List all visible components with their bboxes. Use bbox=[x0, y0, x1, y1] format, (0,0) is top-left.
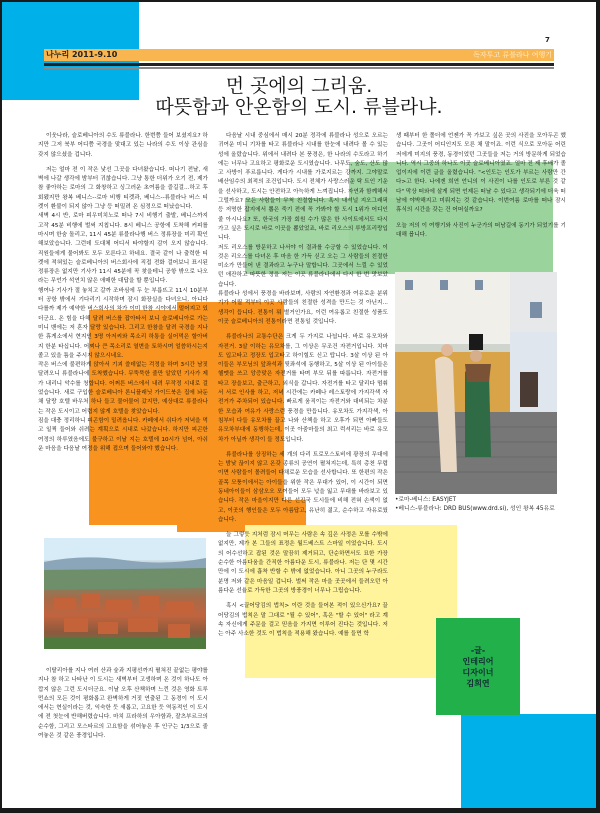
author-role-line-1: 인테리어 bbox=[462, 656, 494, 666]
city-photo-illustration bbox=[44, 538, 206, 649]
title-line-1: 먼 곳에의 그리움. bbox=[225, 75, 373, 97]
title-line-2: 따뜻함과 안온함의 도시. 류블라냐. bbox=[155, 96, 443, 118]
caption-line: •로마-베니스: EASYJET bbox=[395, 497, 457, 503]
paragraph: 혹시 <끌어당김의 법칙> 이란 것을 들어본 적이 있으신가요? 끌어당김의 법칙은 말 그대로 "될 수 있어", 혹은 "할 수 있어" 라고 계속 자신에게 주문을 걸고 믿음을 가지면 이루어 진다는 것입니다. 저는 아주 사소한 것도 이 법칙을 적용해 왔습니다. 예를 들면 학 bbox=[218, 603, 388, 638]
paragraph: 행여나 기사가 절 놓치고 갈까 조바심에 두 눈 부릅뜨고 11시 10분부터 공항 밖에서 기다리기 시작하며 잠시 화장실을 다녀오니, 아니다 다를까 제가 예약한 버스회사의 차가 이미 한참 시야에서 멀어지고 있더군요. 온 힘을 다해 달려 버스를 잡아타서 보니 슬로베니아로 가는 미니 밴에는 저 혼자 달랑 있습니다. 그리고 한참을 달려 국경을 지나 한 휴게소에서 현지인 3명 아저씨와 목소리 하통을 실어먹은 할아버지 한분 타십니다. 어찌나 큰 목소리로 열변을 토하시며 얼씀하시는지 졸고 있을 틈을 주시지 않으시네요. bbox=[38, 287, 208, 359]
article-column-3 bbox=[396, 132, 566, 246]
paragraph: 생 때부터 한 폴더에 언젠가 꼭 가보고 싶은 곳의 사진을 모아두곤 했습니다. 그곳이 어디인지도 모른 채 말이죠. 이런 식으로 모아둔 어린 저에게 미지의 풍경, 동경이었던 그곳들을 저는 거의 방문하게 되었습니다. 역시 그중의 하나도 이곳 슬로베니아였죠. 얼마 전 제 후배가 졸업이지에 이런 글을 올렸습니다. "<인도는 인도가 부르는 사람만 간다>고 한다. 나에겐 희연 언니의 이 사진이 나를 인도로 부른 것 같다" 막상 떠와에 살게 되면 언제든 떠날 수 있다고 생각되기에 더욱 떠남에 야박해지고 미뤄지는 것 같습니다. 이번여름 로마를 떠나 잠시 휴식의 시간을 갖는 건 어떠실까요? bbox=[396, 133, 566, 214]
paragraph: 늘 그렇듯 지처럼 잠시 머무는 사람은 속 깊은 사정은 모를 수밖에 없지만, 제가 본 그들의 표정은 월드베스트 스마일 이었습니다. 도시의 어수선하고 잡된 것은 말끔히 제거되고, 단순하면서도 묘한 가장 순수한 아름다움을 간직한 아름다운 도시, 류블라나. 저는 단 몇 시간 만에 이 도시에 흡착 반할 수 밖에 없었습니다. 아니 그곳의 누구라도 분명 저와 같은 마음일 겁니다. 벌써 작은 마을 곳곳에서 들려오던 아름다운 선율로 가득한 그곳의 방풍경이 너무나 그립습니다. bbox=[218, 532, 388, 594]
author-label: -글- bbox=[470, 645, 486, 655]
city-aerial-photo bbox=[44, 538, 206, 649]
article-title bbox=[2, 76, 596, 118]
caption-line: •베니스-류블라나: DRD BUS(www.drd.si), 성인 왕복 45유로 bbox=[395, 506, 555, 512]
paragraph: 다음날 시내 중심에서 매시 20분 정각에 류블라나 성으로 오르는 귀여운 미니 기차를 타고 류블라나 시내를 한눈에 내려다 볼 수 있는 성에 올랐습니다. 위에서 내려다 본 풍경은, 한 나라의 수도라고 하기에는 너무나 고요하고 평화로운 도시였습니다. 나무도, 숲도, 산도 많고 사방이 푸르릅니다. 게다가 시내를 가로지르는 강까지. 그야말로 배산임수의 최적의 조건입니다. 도시 전체가 사랑스러운 탁 트인 기운을 선사하고, 도시는 안전하고 아늑하게 느껴집니다. 자연과 함께해서 그럴까요? 모든 사람들이 무척 친절합니다. 혹시 내셔널 지오그래픽 등 저명한 잡지에서 뽑은 죽기 전에 꼭 가봐야 할 도시 1위가 어디인줄 아시나요? 또, 한국의 가장 회원 수가 많은 한 사이트에서도 다시 가고 싶은 도시로 바로 이곳을 뽑았었죠, 바로 리오스의 루방프리랑입니다. bbox=[218, 133, 388, 242]
paragraph: 저는 얼마 전 이 작은 낯선 그곳을 다녀왔습니다. 떠나기 전날, 새벽에 나갈 생각에 밤부터 귀찮습니다. 그냥 통한 더위가 오기 전, 제가 참 좋아하는 로마의 그 화창하고 싱그러운 초여름을 즐길걸...하고 후회됐지만 왕복 베니스--로마 비행 티켓과, 베니스--류블라나 버스 티켓이 환불이 되지 않아 그냥 등 떠밀려 온 심정으로 떠났습니다. bbox=[38, 166, 208, 211]
page-number: 7 bbox=[545, 36, 550, 44]
paragraph: 류블라나의 교통수단은 크게 두 가지로 나뉩니다. 바로 유모차와 자전거. 3살 이하는 유모차를, 그 이상은 무조건 자전거입니다. 치마도 입고타고 정장도 입고타고 하이힐도 신고 탑니다. 3살 이상 된 아이들은 부모님의 앞좌석과 뒷좌석에 동행하고, 5살 이상 된 아이들은 헬멧을 쓰고 앙증맞은 자전거를 타며 부모 뒤를 따릅니다. 자전거를 타고 장을보고, 출근하고, 외식을 갑니다. 자전거를 타고 달리다 멈춰서 서로 인사를 하고, 저녁 시간에는 카페나 레스토랑에 가지각색 자전거가 주차되어 있습니다. 빠르게 움직이는 자전거와 대비되는 차분한 모습과 여유가 사랑스런 풍경을 만듭니다. 유모차도 가지각색, 아침부터 다들 유모차를 끌고 나와 산책을 하고 오후가 되면 아빠들도 유모차부대에 동행하는데, 이곳 아줌마들의 최고 럭셔리는 바로 유모차가 아닐까 생각이 들 정도입니다. bbox=[218, 334, 388, 443]
issue-label: 나누리 2011-9.10 bbox=[46, 50, 118, 59]
blue-accent-block-bottom-right bbox=[461, 714, 596, 808]
magazine-page bbox=[2, 2, 596, 808]
paragraph: 류블라나 성에서 풍경을 바라보며, 사람의 자연환경과 여유로운 분위기가 어릴 적부터 이곳 사람들의 친절한 성격을 만드는 것 아닌지... 생각이 듭니다. 전통이 뭐 별거인가요, 이런 여유롭고 친절한 성품도 이곳 슬로베니아의 전통이라면 전통일 것입니다. bbox=[218, 291, 388, 325]
paragraph: 짐을 대충 정리하니 피곤함이 밀려옵니다. 카페에서 쉬다가 저녁을 먹고 일찍 들어와 쉬려는 계획으로 시내로 나갔습니다. 하지만 피곤한 여정의 하루였음에도 불구하고 이날 지는 호텔에 10시가 넘어, 아쉬운 마음을 다음날 여정을 위해 접으며 들어와야 했습니다. bbox=[38, 417, 208, 452]
section-label: 독자투고 류블라나 여행기 bbox=[473, 51, 552, 59]
header-rule-gray bbox=[44, 67, 554, 69]
paragraph: 이웃나라, 슬로베니아의 수도 류블라나. 한번쯤 들어 보셨지요? 하지만 그저 북부 어디쯤 국경을 맞대고 있는 나라의 수도 이상 관심을 갖지 않으셨을 겁니다. bbox=[38, 133, 208, 158]
paragraph: 이탈리아를 지나 여러 산과 숲과 지평선까지 펼쳐진 끝없는 평야를 지나 참 하고 나타난 이 도시는 새벽부터 고생하며 온 것이 하나도 아깝지 않은 그런 도시더군요. 이날 오후 산책하며 느낀 것은 영화 트루먼쇼의 모든 것이 평화롭고 완벽하게 거짓 연출된 그 동경이 이 도시에서는 현실이라는 것, 익숙한 듯 새롭고, 고요한 듯 역동적인 이 도시에 전 첫눈에 반해버렸습니다. 마치 프라하의 우아함과, 잘츠부르크의 순수함, 그리고 모스타르의 고요함을 섞어놓은 후 인구는 1/3으로 줄여놓은 것 같은 풍경입니다. bbox=[38, 668, 208, 740]
article-column-1-continued bbox=[38, 667, 208, 747]
author-role-line-2: 디자이너 bbox=[462, 667, 494, 677]
paragraph: 오늘 저의 이 여행기와 사진이 누군가의 떠남길에 동기가 되었기를 기대해 봅니다. bbox=[396, 222, 566, 238]
header-rule-dark bbox=[44, 63, 554, 66]
paragraph: 저도 리오스를 방문하고 나서야 이 결과를 수긍할 수 있었습니다. 이것은 리오스를 다녀온 후 마음 한 가득 싣고 오는 그 사람들의 친절한 미소가 만들어 낸 결과라고 누구나 말합니다. 그곳에서 느낄 수 있었던 애잔하고 따뜻한 정을 저는 이곳 류블라나에서 다시 한 번 맛보았습니다. bbox=[218, 244, 388, 288]
article-column-1 bbox=[38, 132, 208, 454]
paragraph: 새벽 4시 반, 로마 피우미치노로 떠나 7시 비행기 출발, 베니스까지 고작 45분 비행에 벌써 지칩니다. 8시 베니스 공항에 도착해 커피를 마시며 한숨 돌리고, 11시 45분 류블라나행 버스 정류장을 미리 확인해보았습니다. 그런데 도대체 어디서 타야할지 감이 오지 않습니다. 직원들에게 물어봐도 모두 모른다고 하네요. 결국 같이 나 출력한 티켓에 적혀있는 슬로베니아의 버스회사에 직접 전화 걸어보니 표시된 정류장은 없지만 기사가 11시 45분에 꼭 찾을테니 공항 밖으로 나오라는 무언가 석연치 않은 애매한 대답을 할 뿐입니다. bbox=[38, 213, 208, 285]
paragraph: 류블라나를 상징하는 세 개의 다리 트로모스토비에 광장의 무대에는 밤낮 끊이지 않고 온갖 종류의 공연이 펼쳐지는데, 특히 총천 무렵이면 사람들이 몰려들어 다채로운 모습을 선사합니다. 또 한편의 작은 골목 모퉁이에서는 아이들을 위한 작은 무대가 있어, 이 시간이 되면 동네아이들이 삼삼오오 모여들어 모두 넋을 잃고 무대를 바라보고 있습니다. 작은 마을이지만 다른 선진국 도시들에 비해 전혀 손색이 없고, 이곳의 행인들은 모두 아름답고, 유난히 젊고, 순수하고 자유로웠습니다. bbox=[218, 451, 388, 523]
author-name: 김희연 bbox=[466, 678, 490, 688]
street-performers-photo bbox=[395, 272, 557, 494]
street-photo-illustration bbox=[395, 272, 557, 494]
photo-caption bbox=[395, 496, 560, 514]
paragraph: 작은 버스에 불편하게 앉아서 기괴 쓸데없는 걱정을 하며 3시간 남짓 달려오니 류블라나에 도착했습니다. 무뚝뚝한 줄만 알았던 기사가 제가 내리니 악수를 청합니다. 어쩌튼 버스에서 내려 무작정 시내로 걸었습니다. 새로 구입한 슬로베니아 론니플래닛 가이드북은 집에 놔둔 채 달랑 호텔 바우처 하나 들고 물어물어 갔지만, 예상대로 류블라나는 작은 도시이고 어렵지 않게 호텔을 찾았습니다. bbox=[38, 362, 208, 415]
article-column-2 bbox=[218, 132, 388, 645]
author-box bbox=[436, 618, 520, 715]
